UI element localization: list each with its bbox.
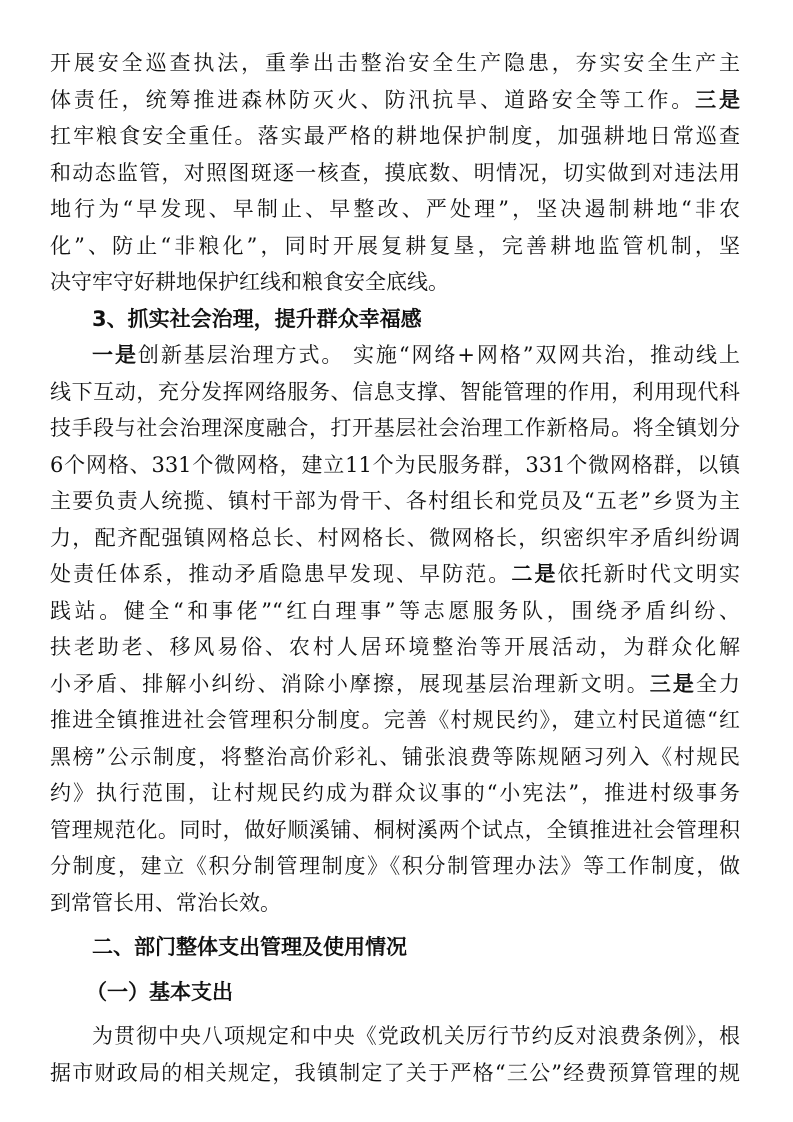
document-page: [50, 45, 740, 1091]
text-line: 小矛盾、排解小纠纷、消除小摩擦，展现基层治理新文明。三是全力: [50, 671, 741, 696]
section-heading: 二、部门整体支出管理及使用情况: [92, 935, 407, 959]
text-line: 6个网格、331个微网格，建立11个为民服务群，331个微网格群，以镇: [50, 452, 740, 477]
text-line: 践站。健全“和事佬”“红白理事”等志愿服务队，围绕矛盾纠纷、: [50, 598, 740, 623]
text-line: 体责任，统筹推进森林防灭火、防汛抗旱、道路安全等工作。三是: [50, 87, 741, 112]
bold-marker: 二是: [511, 562, 558, 586]
text-line: 分制度，建立《积分制管理制度》《积分制管理办法》等工作制度，做: [50, 854, 740, 878]
text-line: 力，配齐配强镇网格总长、村网格长、微网格长，织密织牢矛盾纠纷调: [50, 525, 740, 550]
bold-marker: 三是: [649, 671, 696, 696]
section-heading: 3、抓实社会治理，提升群众幸福感: [92, 306, 422, 331]
text-line: 地行为“早发现、早制止、早整改、严处理”，坚决遏制耕地“非农: [50, 197, 740, 221]
text-line: 技手段与社会治理深度融合，打开基层社会治理工作新格局。将全镇划分: [50, 416, 740, 440]
text-line: 扛牢粮食安全重任。落实最严格的耕地保护制度，加强耕地日常巡查: [50, 124, 740, 148]
bold-marker: 三是: [695, 87, 741, 112]
text-line: 约》执行范围，让村规民约成为群众议事的“小宪法”，推进村级事务: [50, 781, 740, 805]
text-line: 主要负责人统揽、镇村干部为骨干、各村组长和党员及“五老”乡贤为主: [50, 489, 740, 513]
text-line: 推进全镇推进社会管理积分制度。完善《村规民约》，建立村民道德“红: [50, 708, 740, 732]
text-line: 和动态监管，对照图斑逐一核查，摸底数、明情况，切实做到对违法用: [50, 160, 740, 185]
text-line: 为贯彻中央八项规定和中央《党政机关厉行节约反对浪费条例》，根: [92, 1024, 740, 1048]
subsection-heading: （一）基本支出: [86, 979, 233, 1004]
text-line: 化”、防止“非粮化”，同时开展复耕复垦，完善耕地监管机制，坚: [50, 233, 740, 258]
text-line: 据市财政局的相关规定，我镇制定了关于严格“三公”经费预算管理的规: [50, 1060, 740, 1085]
text-line: 黑榜”公示制度，将整治高价彩礼、铺张浪费等陈规陋习列入《村规民: [50, 744, 740, 769]
text-line: 开展安全巡查执法，重拳出击整治安全生产隐患，夯实安全生产主: [50, 51, 740, 75]
text-line: 一是创新基层治理方式。 实施“网络+网格”双网共治，推动线上: [92, 343, 741, 367]
text-line: 线下互动，充分发挥网络服务、信息支撑、智能管理的作用，利用现代科: [50, 379, 740, 404]
text-line: 决守牢守好耕地保护红线和粮食安全底线。: [50, 270, 449, 294]
text-line: 扶老助老、移风易俗、农村人居环境整治等开展活动，为群众化解: [50, 635, 740, 659]
text-line: 到常管长用、常治长效。: [50, 890, 281, 915]
bold-marker: 一是: [92, 343, 138, 367]
text-line: 处责任体系，推动矛盾隐患早发现、早防范。二是依托新时代文明实: [50, 562, 741, 586]
text-line: 管理规范化。同时，做好顺溪铺、桐树溪两个试点，全镇推进社会管理积: [50, 817, 740, 842]
